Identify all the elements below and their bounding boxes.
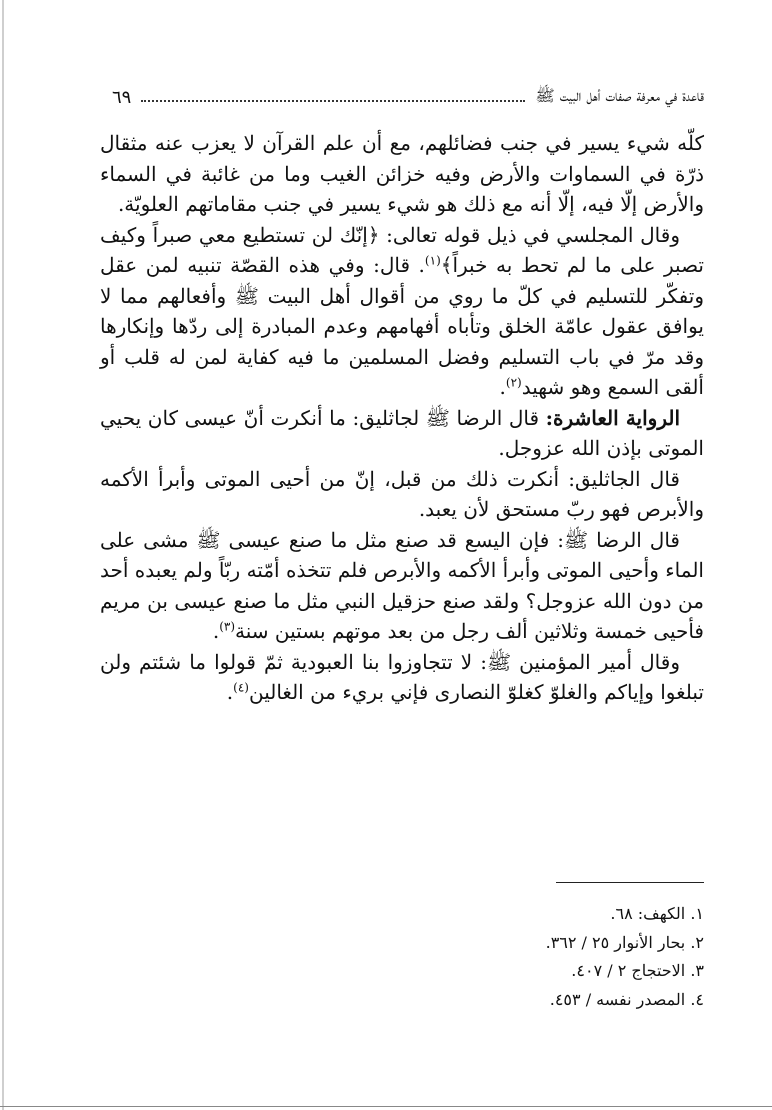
page-header	[112, 82, 704, 112]
footnote-ref: (١)	[424, 253, 441, 268]
paragraph-end-punct: .	[226, 680, 234, 704]
paragraph-text: قال الرضا ﷺ: فإن اليسع قد صنع مثل ما صنع عيسى ﷺ مشى على الماء وأحيى الموتى وأبرأ الأكمه والأبرص فلم تتخذه أمّته ربّاً ولم يعبده أحد من دون الله عزوجل؟ ولقد صنع حزقيل النبي مثل ما صنع عيسى بن مريم فأحيى خمسة وثلاثين ألف رجل من بعد موتهم بستين سنة	[100, 527, 704, 643]
paragraph-text-continued: . قال: وفي هذه القصّة تنبيه لمن عقل وتفكّر للتسليم في كلّ ما روي من أقوال أهل البيت ﷺ وأفعالهم مما لا يوافق عقول عامّة الخلق وتأباه أفهامهم وعدم المبادرة إلى ردّها وإنكارها وقد مرّ في باب التسليم وفضل المسلمين ما فيه كفاية لمن له قلب أو ألقى السمع وهو شهيد	[100, 253, 704, 399]
paragraph	[100, 525, 704, 647]
footnote: ٤. المصدر نفسه / ٤٥٣.	[549, 989, 704, 1009]
paragraph-text: قال الرضا ﷺ لجاثليق: ما أنكرت أنّ عيسى كان يحيي الموتى بإذن الله عزوجل.	[100, 405, 704, 460]
footnote-ref: (٣)	[219, 619, 236, 634]
footnote-separator	[556, 882, 704, 883]
footnote: ٣. الاحتجاج ٢ / ٤٠٧.	[571, 961, 704, 980]
paragraph-text: كلّه شيء يسير في جنب فضائلهم، مع أن علم القرآن لا يعزب عنه مثقال ذرّة في السماوات والأرض وفيه خزائن الغيب وما من غائبة في السماء والأرض إلّا فيه، إلّا أنه مع ذلك هو شيء يسير في جنب مقاماتهم العلويّة.	[100, 131, 704, 216]
paragraph	[100, 403, 704, 464]
footnote: ١. الكهف: ٦٨.	[610, 904, 704, 923]
main-text	[100, 128, 704, 708]
paragraph-end-punct: .	[499, 375, 506, 399]
narration-heading: الرواية العاشرة:	[545, 405, 681, 430]
page-number: ٦٩	[112, 86, 132, 108]
page-edge-shadow	[2, 0, 4, 1110]
footnote-ref: (٤)	[233, 680, 249, 695]
paragraph-text: وقال المجلسي في ذيل قوله تعالى: ﴿إنّك لن تستطيع معي صبراً وكيف تصبر على ما لم تحط به خبراً﴾	[100, 222, 704, 277]
running-title: قاعدة في معرفة صفات أهل البيت ﷺ	[535, 85, 704, 105]
page-bottom-edge	[0, 1106, 772, 1107]
paragraph	[100, 464, 704, 525]
paragraph-text: وقال أمير المؤمنين ﷺ: لا تتجاوزوا بنا العبودية ثمّ قولوا ما شئتم ولن تبلغوا وإياكم والغلوّ كغلوّ النصارى فإني بريء من الغالين	[100, 649, 704, 704]
footnotes	[404, 900, 704, 1014]
paragraph-text: قال الجاثليق: أنكرت ذلك من قبل، إنّ من أحيى الموتى وأبرأ الأكمه والأبرص فهو ربّ مستحق لأن يعبد.	[100, 466, 704, 521]
header-leader-dots	[141, 98, 525, 102]
paragraph	[100, 128, 704, 220]
paragraph	[100, 647, 704, 708]
paragraph	[100, 220, 704, 403]
footnote-ref: (٢)	[505, 375, 522, 390]
footnote: ٢. بحار الأنوار ٢٥ / ٣٦٢.	[545, 932, 704, 952]
paragraph-end-punct: .	[212, 619, 220, 643]
